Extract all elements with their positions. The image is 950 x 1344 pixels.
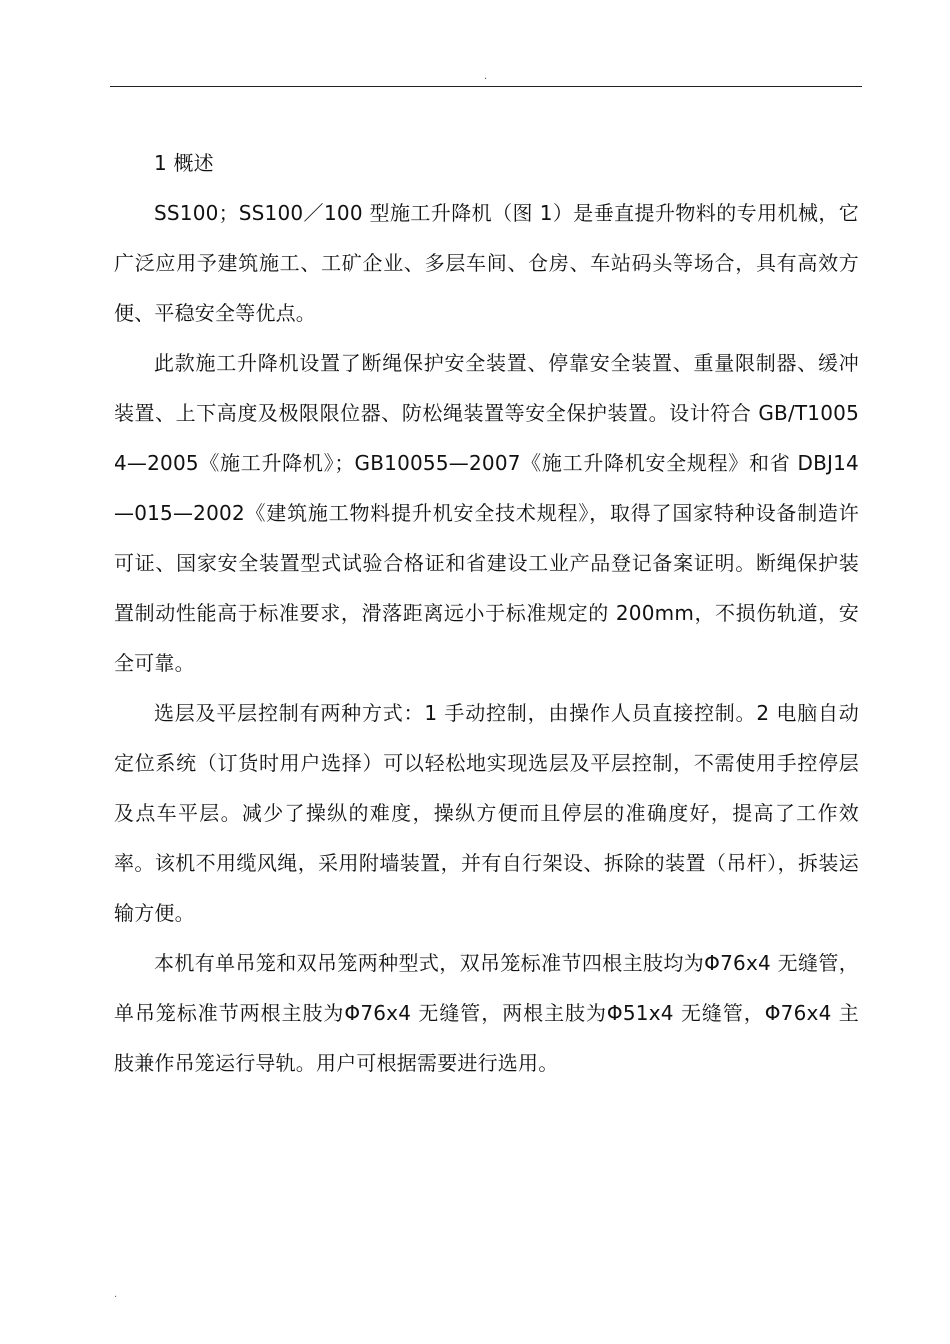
header-divider [110,86,862,87]
paragraph-control: 选层及平层控制有两种方式：1 手动控制，由操作人员直接控制。2 电脑自动定位系统（订货时用户选择）可以轻松地实现选层及平层控制，不需使用手控停层及点车平层。减少了操纵的难度，操纵方便而且停层的准确度好，提高了工作效率。该机不用缆风绳，采用附墙装置，并有自行架设、拆除的装置（吊杆），拆装运输方便。 [114,701,859,925]
footer-mark: . [114,1289,118,1300]
section-heading: 1 概述 [154,151,214,175]
header-mark: . [484,71,488,82]
paragraph-safety: 此款施工升降机设置了断绳保护安全装置、停靠安全装置、重量限制器、缓冲装置、上下高度及极限限位器、防松绳装置等安全保护装置。设计符合 GB/T10054—2005《施工升降机》；GB10055—2007《施工升降机安全规程》和省 DBJ14—015—2002《建筑施工物料提升机安全技术规程》，取得了国家特种设备制造许可证、国家安全装置型式试验合格证和省建设工业产品登记备案证明。断绳保护装置制动性能高于标准要求，滑落距离远小于标准规定的 200mm，不损伤轨道，安全可靠。 [114,351,859,675]
document-body [114,138,859,1088]
paragraph-overview: SS100；SS100／100 型施工升降机（图 1）是垂直提升物料的专用机械，它广泛应用予建筑施工、工矿企业、多层车间、仓房、车站码头等场合，具有高效方便、平稳安全等优点。 [114,201,859,325]
paragraph-types: 本机有单吊笼和双吊笼两种型式，双吊笼标准节四根主肢均为Φ76x4 无缝管，单吊笼标准节两根主肢为Φ76x4 无缝管，两根主肢为Φ51x4 无缝管，Φ76x4 主肢兼作吊笼运行导轨。用户可根据需要进行选用。 [114,951,859,1075]
